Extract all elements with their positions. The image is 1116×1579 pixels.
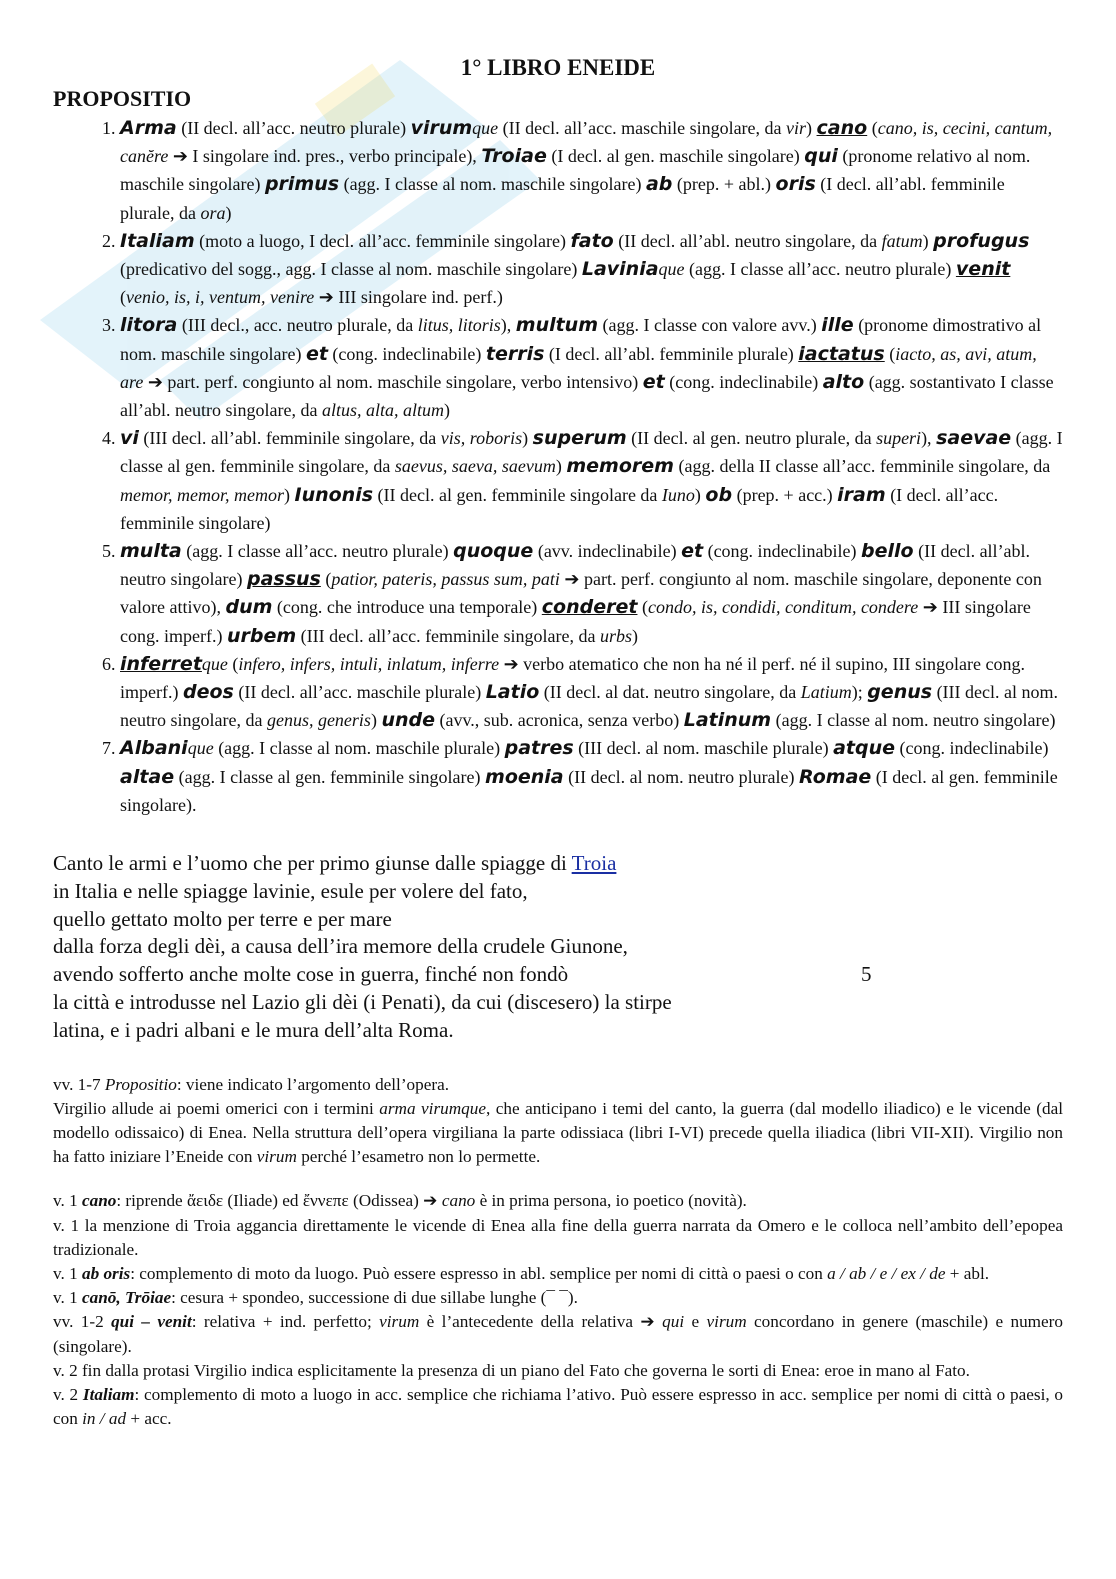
arrow-right-icon: ➔	[172, 146, 188, 167]
note: vv. 1-2 qui – venit: relativa + ind. perfetto; virum è l’antecedente della relativa ➔ qui e virum concordano in genere (maschile) e numero (singolare).	[53, 1312, 1063, 1356]
translation-line: quello gettato molto per terre e per mare	[53, 906, 392, 931]
note: v. 1 cano: riprende ἄειδε (Iliade) ed ἔννεπε (Odissea) ➔ cano è in prima persona, io poetico (novità).	[53, 1191, 747, 1211]
content	[53, 52, 1063, 1432]
list-item: 1. Arma (II decl. all’acc. neutro plurale) virumque (II decl. all’acc. maschile singolare, da vir) cano (cano, is, cecini, cantum, canĕre ➔ I singolare ind. pres., verbo principale), Troiae (I decl. al gen. maschile singolare) qui (pronome relativo al nom. maschile singolare) primus (agg. I classe al nom. maschile singolare) ab (prep. + abl.) oris (I decl. all’abl. femminile plurale, da ora)	[120, 114, 1063, 227]
list-item: 4. vi (III decl. all’abl. femminile singolare, da vis, roboris) superum (II decl. al gen. neutro plurale, da superi), saevae (agg. I classe al gen. femminile singolare, da saevus, saeva, saevum) memorem (agg. della II classe all’acc. femminile singolare, da memor, memor, memor) Iunonis (II decl. al gen. femminile singolare da Iuno) ob (prep. + acc.) iram (I decl. all’acc. femminile singolare)	[120, 424, 1063, 537]
page-title: 1° LIBRO ENEIDE	[460, 55, 656, 80]
translation-line: Canto le armi e l’uomo che per primo giunse dalle spiagge di Troia	[53, 851, 617, 876]
list-item: 6. inferretque (infero, infers, intuli, inlatum, inferre ➔ verbo atematico che non ha né il perf. né il supino, III singolare cong. imperf.) deos (II decl. all’acc. maschile plurale) Latio (II decl. al dat. neutro singolare, da Latium); genus (III decl. al nom. neutro singolare, da genus, generis) unde (avv., sub. acronica, senza verbo) Latinum (agg. I classe al nom. neutro singolare)	[120, 650, 1063, 735]
commentary	[53, 1073, 1063, 1432]
list-item: 5. multa (agg. I classe all’acc. neutro plurale) quoque (avv. indeclinabile) et (cong. indeclinabile) bello (II decl. all’abl. neutro singolare) passus (patior, pateris, passus sum, pati ➔ part. perf. congiunto al nom. maschile singolare, deponente con valore attivo), dum (cong. che introduce una temporale) conderet (condo, is, condidi, conditum, condere ➔ III singolare cong. imperf.) urbem (III decl. all’acc. femminile singolare, da urbs)	[120, 537, 1063, 650]
arrow-right-icon: ➔	[922, 597, 938, 618]
list-item: 7. Albanique (agg. I classe al nom. maschile plurale) patres (III decl. al nom. maschile plurale) atque (cong. indeclinabile) altae (agg. I classe al gen. femminile singolare) moenia (II decl. al nom. neutro plurale) Romae (I decl. al gen. femminile singolare).	[120, 734, 1063, 819]
verse-number: 5	[861, 962, 872, 987]
note: v. 2 Italiam: complemento di moto a luogo in acc. semplice che richiama l’ativo. Può essere espresso in acc. semplice per nomi di città o paesi, o con in / ad + acc.	[53, 1385, 1064, 1429]
arrow-right-icon: ➔	[640, 1312, 655, 1332]
note: Virgilio allude ai poemi omerici con i termini arma virumque, che anticipano i temi del canto, la guerra (dal modello iliadico) e le vicende (dal modello odissaico) di Enea. Nella struttura dell’opera virgiliana la parte odissiaca (libri I-VI) precede quella iliadica (libri VII-XII). Virgilio non ha fatto iniziare l’Eneide con virum perché l’esametro non lo permette.	[53, 1098, 1063, 1167]
note: v. 1 la menzione di Troia aggancia direttamente le vicende di Enea alla fine della guerra narrata da Omero e le colloca nell’ambito dell’epopea tradizionale.	[53, 1215, 1063, 1259]
note: v. 2 fin dalla protasi Virgilio indica esplicitamente la presenza di un piano del Fato che governa le sorti di Enea: eroe in mano al Fato.	[53, 1360, 970, 1380]
arrow-right-icon: ➔	[503, 653, 519, 674]
section-heading: PROPOSITIO	[53, 86, 192, 111]
verse-analysis-list	[53, 114, 1063, 819]
arrow-right-icon: ➔	[423, 1191, 438, 1211]
translation-line: dalla forza degli dèi, a causa dell’ira memore della crudele Giunone,	[53, 934, 628, 959]
translation-line: in Italia e nelle spiagge lavinie, esule per volere del fato,	[53, 878, 528, 903]
note: v. 1 canō, Trōiae: cesura + spondeo, successione di due sillabe lunghe (¯ ¯).	[53, 1288, 578, 1308]
arrow-right-icon: ➔	[318, 287, 334, 308]
note: v. 1 ab oris: complemento di moto da luogo. Può essere espresso in abl. semplice per nomi di città o paesi o con a / ab / e / ex / de + abl.	[53, 1264, 990, 1284]
troia-link[interactable]: Troia	[571, 851, 617, 876]
list-item: 2. Italiam (moto a luogo, I decl. all’acc. femminile singolare) fato (II decl. all’abl. neutro singolare, da fatum) profugus (predicativo del sogg., agg. I classe al nom. maschile singolare) Laviniaque (agg. I classe all’acc. neutro plurale) venit (venio, is, i, ventum, venire ➔ III singolare ind. perf.)	[120, 227, 1063, 312]
list-item: 3. litora (III decl., acc. neutro plurale, da litus, litoris), multum (agg. I classe con valore avv.) ille (pronome dimostrativo al nom. maschile singolare) et (cong. indeclinabile) terris (I decl. all’abl. femminile plurale) iactatus (iacto, as, avi, atum, are ➔ part. perf. congiunto al nom. maschile singolare, verbo intensivo) et (cong. indeclinabile) alto (agg. sostantivato I classe all’abl. neutro singolare, da altus, alta, altum)	[120, 311, 1063, 424]
arrow-right-icon: ➔	[564, 569, 580, 590]
translation-block	[53, 850, 1063, 1045]
note: vv. 1-7 Propositio: viene indicato l’argomento dell’opera.	[53, 1074, 450, 1094]
translation-line: avendo sofferto anche molte cose in guerra, finché non fondò	[53, 962, 569, 987]
arrow-right-icon: ➔	[147, 371, 163, 392]
translation-line: latina, e i padri albani e le mura dell’alta Roma.	[53, 1017, 454, 1042]
translation-line: la città e introdusse nel Lazio gli dèi (i Penati), da cui (discesero) la stirpe	[53, 990, 672, 1015]
